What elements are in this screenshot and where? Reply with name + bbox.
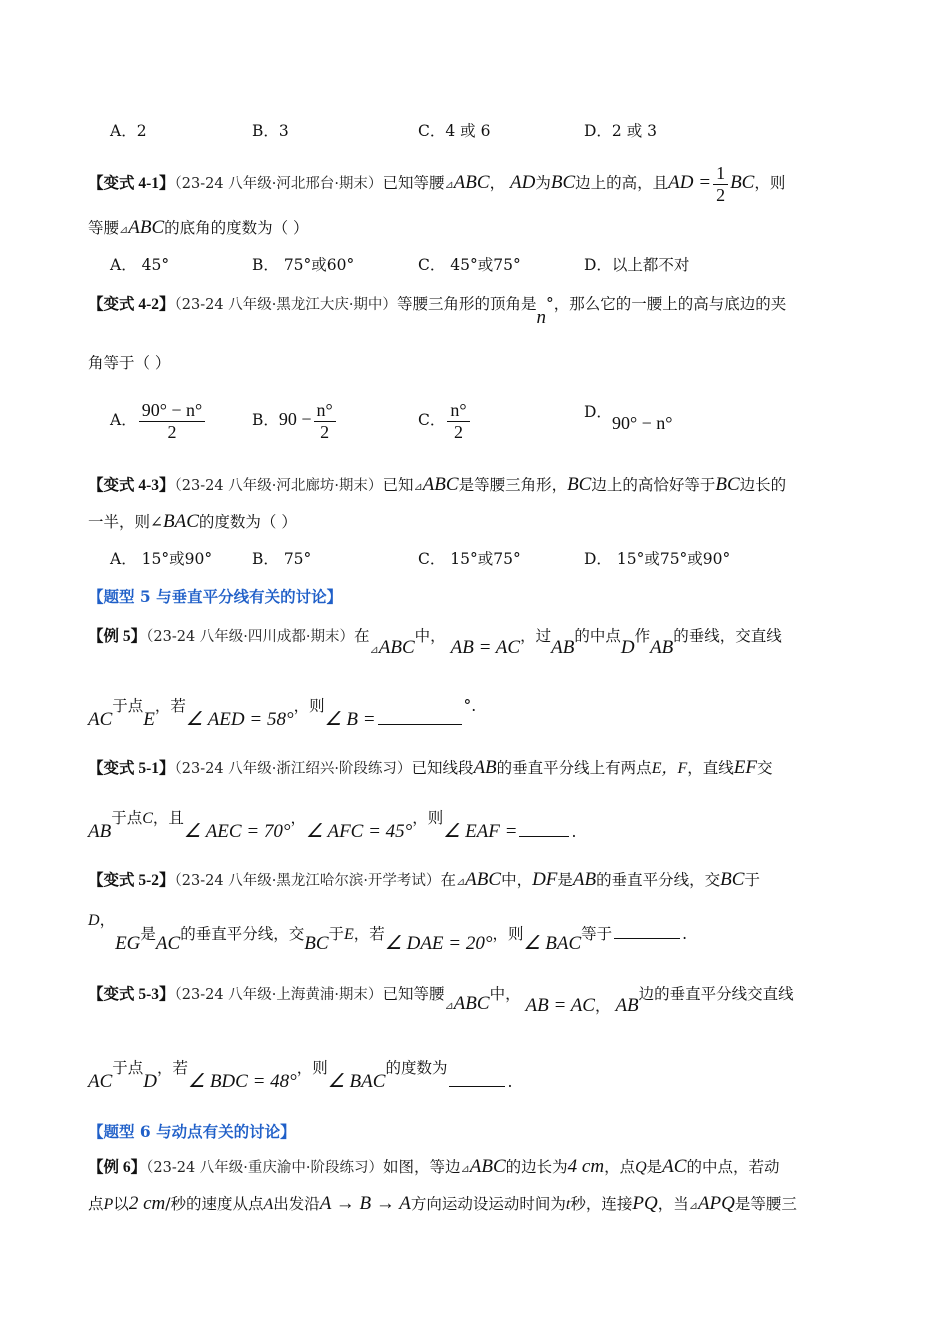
text: 的中点	[574, 627, 621, 645]
math: BC	[720, 869, 745, 890]
triangle-symbol: ⊿	[455, 875, 466, 888]
text: 秒，连接	[570, 1195, 633, 1213]
v43-option-b: B． 75°	[252, 550, 312, 568]
v43-source: （23-24 八年级·河北廊坊·期末）	[174, 478, 383, 494]
text: 如图，等边	[383, 1158, 461, 1176]
math: BC	[567, 474, 592, 495]
v41-option-a: A． 45°	[110, 256, 170, 274]
triangle-symbol: ⊿	[444, 178, 454, 192]
v41-option-c: C． 45°或75°	[418, 256, 521, 274]
v53-line2	[88, 1059, 862, 1094]
math: AB	[473, 757, 497, 778]
v52-tag: 【变式 5-2】	[88, 872, 175, 889]
math: D	[88, 912, 100, 929]
v43-option-d: D． 15°或75°或90°	[584, 550, 731, 568]
math: AC	[88, 709, 113, 730]
text: 在	[354, 627, 370, 645]
v41-line2	[88, 216, 862, 240]
text: 的底角的度数为（ ）	[164, 219, 309, 237]
math: t	[565, 1196, 571, 1213]
text: 是等腰三角形，	[458, 476, 568, 494]
v42-option-b	[252, 400, 338, 442]
numerator: n°	[314, 400, 336, 422]
text: 作	[634, 627, 651, 645]
math: BC	[730, 172, 755, 194]
triangle-symbol: ⊿	[119, 223, 129, 236]
text: 等于	[581, 925, 613, 943]
math: AB	[650, 637, 674, 658]
math: ABC	[465, 869, 502, 890]
v53-line1: 【变式 5-3】（23-24 八年级·上海黄浦·期末）已知等腰$_⊿$ABC中， AB = AC， AB边的垂直平分线交直线	[88, 985, 794, 1016]
text: 以	[113, 1195, 129, 1213]
denominator: 2	[320, 421, 330, 442]
text: ，若	[353, 925, 385, 943]
e5-source: （23-24 八年级·四川成都·期末）	[146, 629, 355, 645]
v42-option-d	[584, 400, 673, 433]
triangle-symbol: ⊿	[460, 1162, 470, 1175]
math: A	[263, 1196, 274, 1213]
math: ∠ DAE = 20°	[384, 933, 493, 954]
text: 边长的	[739, 476, 787, 494]
e5-line1	[88, 624, 862, 658]
e6-line2	[88, 1192, 862, 1216]
math: 90 −	[278, 409, 312, 430]
v41-line1	[88, 163, 862, 205]
text: 于点	[111, 809, 143, 827]
text: 于	[328, 925, 345, 943]
v42-line2: 角等于（ ）	[88, 354, 171, 372]
text: 是等腰三	[734, 1195, 797, 1213]
v42-line1	[88, 292, 862, 328]
text: ，则	[293, 697, 325, 715]
math: ABC	[422, 474, 459, 495]
text: 为	[535, 174, 551, 193]
math: ABC	[378, 637, 415, 658]
text: ，若	[154, 697, 186, 715]
text: 中，	[414, 627, 446, 645]
triangle-symbol: ⊿	[688, 1199, 698, 1212]
text: 等腰三角形的顶角是	[396, 295, 537, 313]
e6-source: （23-24 八年级·重庆渝中·阶段练习）	[146, 1160, 384, 1176]
math: AC	[88, 1071, 113, 1092]
v52-line1	[88, 868, 862, 892]
text: 是	[557, 871, 573, 889]
text: ，过	[520, 627, 552, 645]
text: 于点	[112, 1059, 144, 1077]
math: A → B → A	[319, 1193, 411, 1214]
math: BC	[550, 172, 576, 194]
text: ，	[489, 174, 506, 193]
fraction	[314, 400, 336, 442]
math: AB = AC	[525, 995, 595, 1016]
math: AD =	[668, 172, 712, 194]
text: 的垂直平分线上有两点	[496, 759, 652, 777]
math: ABC	[469, 1156, 506, 1177]
math: ∠ BAC	[523, 933, 582, 954]
text: 方向运动设运动时间为	[410, 1195, 566, 1213]
text: 是	[140, 925, 156, 943]
math: Q	[635, 1159, 647, 1176]
v53-tag: 【变式 5-3】	[88, 986, 175, 1003]
v42-source: （23-24 八年级·黑龙江大庆·期中）	[174, 297, 397, 313]
math: ∠ AEC = 70°	[183, 821, 291, 842]
text: 的度数为（ ）	[198, 513, 297, 531]
math: AB	[615, 995, 639, 1016]
text: .	[571, 823, 577, 841]
text: ，若	[157, 1059, 189, 1077]
text: 已知等腰	[382, 174, 445, 193]
math: ABC	[453, 172, 490, 194]
math: C	[142, 810, 153, 827]
v51-source: （23-24 八年级·浙江绍兴·阶段练习）	[174, 761, 412, 777]
v41-source: （23-24 八年级·河北邢台·期末）	[174, 176, 383, 193]
v41-option-d: D．以上都不对	[584, 256, 690, 274]
text: 交	[756, 759, 773, 777]
text: °	[545, 295, 554, 313]
text: 已知	[382, 476, 414, 494]
math: ∠ B =	[324, 709, 376, 730]
math: E	[344, 926, 354, 943]
option-label: C．	[418, 411, 446, 430]
v42-option-a	[110, 400, 207, 442]
text: ，直线	[687, 759, 734, 777]
v53-source: （23-24 八年级·上海黄浦·期末）	[174, 987, 383, 1003]
text: ，点	[604, 1158, 636, 1176]
math: BC	[304, 933, 329, 954]
option-label: A．	[110, 411, 137, 430]
text: 中，	[501, 871, 533, 889]
text: 的边长为	[505, 1158, 568, 1176]
section-heading-6: 【题型 6 与动点有关的讨论】	[88, 1122, 296, 1141]
option-d: D．2 或 3	[584, 122, 658, 140]
text: 已知等腰	[382, 985, 445, 1003]
v43-option-c: C． 15°或75°	[418, 550, 521, 568]
text: 已知线段	[411, 759, 474, 777]
fraction	[447, 400, 469, 442]
denominator: 2	[453, 421, 463, 442]
triangle-symbol: ⊿	[413, 480, 423, 493]
math: BAC	[163, 511, 199, 532]
math: E，F	[651, 760, 688, 777]
text: .	[507, 1073, 513, 1091]
math: ABC	[453, 993, 490, 1014]
math: ∠ BAC	[327, 1071, 386, 1092]
option-c: C．4 或 6	[418, 122, 491, 140]
v43-line1	[88, 473, 862, 497]
denominator: 2	[716, 184, 726, 205]
math: ∠ AFC = 45°	[306, 821, 413, 842]
option-label: B．	[252, 411, 279, 430]
math: AB	[551, 637, 575, 658]
text: 出发沿	[273, 1195, 320, 1213]
math: n	[536, 307, 546, 328]
answer-blank[interactable]	[449, 1086, 505, 1087]
math: EF	[733, 757, 757, 778]
text: 是	[646, 1158, 663, 1176]
text: 点	[88, 1195, 104, 1213]
e6-tag: 【例 6】	[88, 1159, 147, 1176]
triangle-symbol: ⊿	[444, 999, 454, 1012]
math: AB	[88, 821, 112, 842]
math: AB	[572, 869, 597, 890]
answer-blank[interactable]	[519, 836, 569, 837]
v41-option-b: B． 75°或60°	[252, 256, 355, 274]
text: ，则	[492, 925, 524, 943]
triangle-symbol: ⊿	[369, 643, 379, 656]
numerator: 90° − n°	[139, 400, 206, 422]
math: ∠ BDC = 48°	[188, 1071, 297, 1092]
text: .	[682, 925, 688, 943]
option-label: D．	[584, 403, 612, 421]
text: 于	[744, 871, 760, 889]
denominator: 2	[167, 421, 177, 442]
math: P	[103, 1196, 114, 1213]
text: 的度数为	[385, 1059, 448, 1077]
text: 边上的高，且	[575, 174, 669, 193]
v41-tag: 【变式 4-1】	[88, 175, 175, 193]
v43-tag: 【变式 4-3】	[88, 477, 175, 494]
v42-option-c	[418, 400, 472, 442]
text: °.	[463, 697, 477, 715]
text: ，当	[657, 1195, 689, 1213]
text: 边的垂直平分线交直线	[638, 985, 794, 1003]
text: 的垂线，交直线	[673, 627, 782, 645]
text: /秒的速度从点	[165, 1195, 264, 1213]
answer-blank[interactable]	[378, 724, 462, 725]
v52-line2	[88, 911, 862, 954]
text: ，则	[412, 809, 444, 827]
text: 一半，则∠	[88, 513, 163, 531]
math: AC	[155, 933, 181, 954]
math: D	[143, 1071, 158, 1092]
text: ，	[99, 911, 116, 929]
math: ∠ AED = 58°	[185, 709, 294, 730]
text: 中，	[489, 985, 521, 1003]
text: 边上的高恰好等于	[591, 476, 716, 494]
v43-option-a: A． 15°或90°	[110, 550, 213, 568]
numerator: n°	[447, 400, 469, 422]
e5-tag: 【例 5】	[88, 628, 147, 645]
math: AC	[662, 1156, 687, 1177]
math: 4 cm	[567, 1156, 605, 1177]
v51-tag: 【变式 5-1】	[88, 760, 175, 777]
option-b: B．3	[252, 122, 289, 140]
fraction	[139, 400, 206, 442]
math: ∠ EAF =	[443, 821, 518, 842]
e6-line1	[88, 1155, 862, 1179]
v51-line1	[88, 756, 862, 780]
text: 于点	[112, 697, 144, 715]
math: EG	[115, 933, 141, 954]
section-heading-5: 【题型 5 与垂直平分线有关的讨论】	[88, 587, 343, 606]
math: AD	[510, 172, 536, 194]
text: 的中点，若动	[686, 1158, 780, 1176]
math: ABC	[128, 217, 165, 238]
text: 的垂直平分线，交	[596, 871, 721, 889]
math: AB = AC	[450, 637, 521, 658]
math: BC	[715, 474, 740, 495]
text: 在	[440, 871, 456, 889]
v42-tag: 【变式 4-2】	[88, 296, 175, 313]
e5-line2	[88, 697, 862, 732]
v43-line2	[88, 510, 862, 534]
numerator: 1	[713, 163, 728, 185]
text: ，那么它的一腰上的高与底边的夹	[553, 295, 787, 313]
text: 的垂直平分线，交	[180, 925, 305, 943]
option-a: A．2	[110, 122, 147, 140]
v52-source: （23-24 八年级·黑龙江哈尔滨·开学考试）	[174, 873, 441, 889]
text: 等腰	[88, 219, 120, 237]
fraction	[713, 163, 728, 205]
math: DF	[532, 869, 558, 890]
text: ，且	[152, 809, 184, 827]
math: PQ	[632, 1193, 658, 1214]
text: ，则	[754, 174, 786, 193]
math: APQ	[697, 1193, 735, 1214]
text: ，则	[296, 1059, 328, 1077]
math: 2 cm	[128, 1193, 166, 1214]
math: D	[620, 637, 635, 658]
math: 90° − n°	[611, 413, 673, 433]
math: E	[143, 709, 155, 730]
answer-blank[interactable]	[614, 938, 680, 939]
v51-line2: AB于点C，且∠ AEC = 70°，∠ AFC = 45°，则∠ EAF = .	[88, 809, 577, 842]
